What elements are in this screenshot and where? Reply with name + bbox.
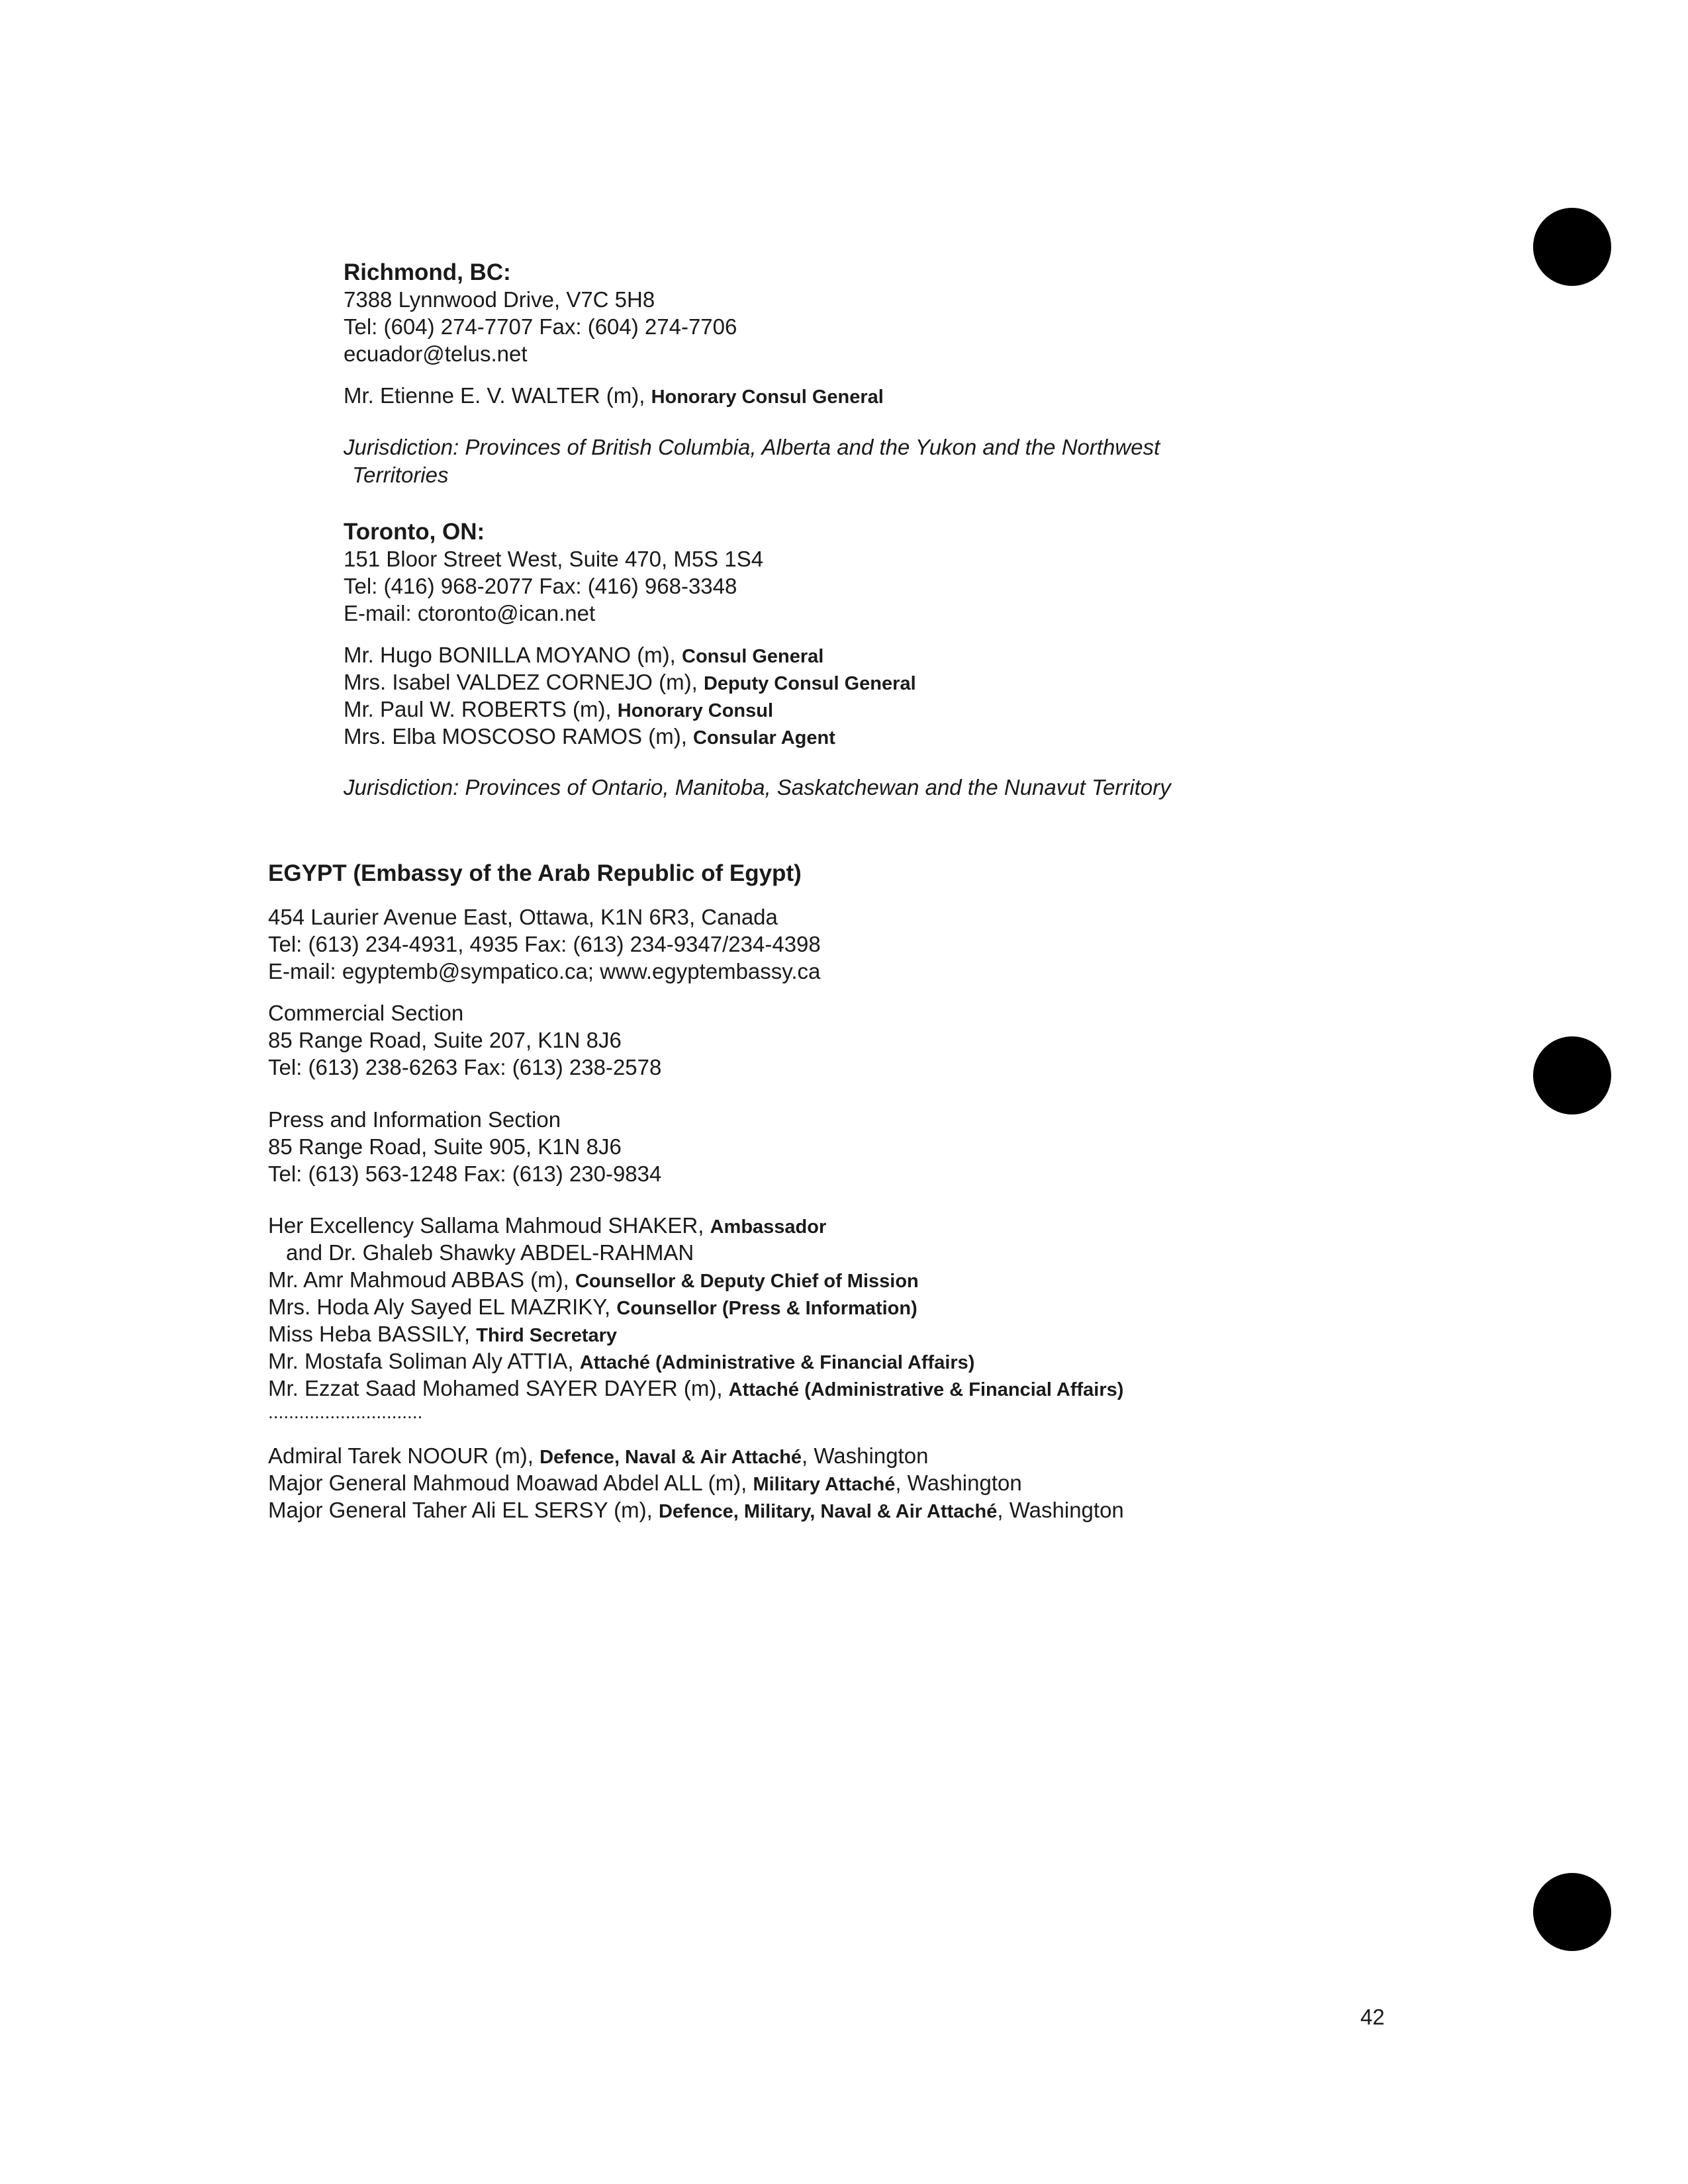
toronto-staff-row <box>344 723 835 751</box>
staff-role: Attaché (Administrative & Financial Affairs) <box>728 1379 1124 1400</box>
punch-hole-bottom <box>1533 1873 1611 1951</box>
egypt-staff-row <box>268 1267 919 1295</box>
staff-name: Mr. Hugo BONILLA MOYANO (m), <box>344 643 682 667</box>
egypt-address: 454 Laurier Avenue East, Ottawa, K1N 6R3, Canada <box>268 905 778 929</box>
staff-name: Her Excellency Sallama Mahmoud SHAKER, <box>268 1213 710 1238</box>
egypt-heading: EGYPT (Embassy of the Arab Republic of Egypt) <box>268 860 802 886</box>
staff-role: Attaché (Administrative & Financial Affairs) <box>579 1352 975 1373</box>
press-section-tel: Tel: (613) 563-1248 Fax: (613) 230-9834 <box>268 1161 662 1186</box>
punch-hole-middle <box>1533 1036 1611 1115</box>
toronto-staff-row <box>344 696 773 724</box>
military-attache-row <box>268 1497 1124 1525</box>
attache-name: Admiral Tarek NOOUR (m), <box>268 1443 540 1468</box>
egypt-staff-row <box>268 1348 974 1376</box>
staff-role: Consul General <box>682 646 824 667</box>
attache-name: Major General Taher Ali EL SERSY (m), <box>268 1498 659 1522</box>
staff-role: Third Secretary <box>476 1325 618 1346</box>
staff-name: Mrs. Isabel VALDEZ CORNEJO (m), <box>344 670 704 694</box>
attache-role: Defence, Military, Naval & Air Attaché <box>658 1501 998 1522</box>
military-attache-row <box>268 1470 1022 1498</box>
staff-name: Mr. Mostafa Soliman Aly ATTIA, <box>268 1349 580 1373</box>
richmond-email: ecuador@telus.net <box>344 341 528 366</box>
toronto-jurisdiction: Jurisdiction: Provinces of Ontario, Manitoba, Saskatchewan and the Nunavut Territory <box>344 775 1171 799</box>
commercial-section-address: 85 Range Road, Suite 207, K1N 8J6 <box>268 1028 622 1052</box>
egypt-staff-row <box>268 1321 617 1349</box>
staff-name: Mr. Paul W. ROBERTS (m), <box>344 697 618 721</box>
commercial-section-title: Commercial Section <box>268 1001 464 1025</box>
staff-name: Miss Heba BASSILY, <box>268 1322 477 1346</box>
attache-name: Major General Mahmoud Moawad Abdel ALL (m), <box>268 1471 753 1495</box>
egypt-email: E-mail: egyptemb@sympatico.ca; www.egyptembassy.ca <box>268 959 821 983</box>
egypt-staff-row <box>268 1294 917 1322</box>
military-attache-row <box>268 1443 928 1471</box>
staff-name: Mrs. Hoda Aly Sayed EL MAZRIKY, <box>268 1295 617 1319</box>
toronto-staff-row <box>344 642 823 670</box>
punch-hole-top <box>1533 208 1611 286</box>
egypt-staff-row <box>268 1212 826 1240</box>
staff-role: Consular Agent <box>693 727 835 749</box>
attache-city: , Washington <box>997 1498 1124 1522</box>
richmond-person <box>344 383 884 410</box>
staff-role: Deputy Consul General <box>703 673 916 694</box>
commercial-section-tel: Tel: (613) 238-6263 Fax: (613) 238-2578 <box>268 1055 662 1079</box>
richmond-jurisdiction-line1: Jurisdiction: Provinces of British Columbia, Alberta and the Yukon and the Northwest <box>344 435 1160 459</box>
toronto-address: 151 Bloor Street West, Suite 470, M5S 1S4 <box>344 547 764 571</box>
person-name: Mr. Etienne E. V. WALTER (m), <box>344 383 651 408</box>
toronto-staff-row <box>344 669 916 697</box>
page-number: 42 <box>1360 2005 1385 2029</box>
press-section-title: Press and Information Section <box>268 1107 561 1132</box>
attache-role: Defence, Naval & Air Attaché <box>539 1447 802 1468</box>
egypt-tel: Tel: (613) 234-4931, 4935 Fax: (613) 234-9347/234-4398 <box>268 932 821 956</box>
dotted-separator: .............................. <box>268 1402 423 1422</box>
egypt-staff-row <box>286 1240 694 1266</box>
staff-role: Honorary Consul <box>617 700 774 721</box>
staff-role: Counsellor (Press & Information) <box>616 1298 917 1319</box>
toronto-tel: Tel: (416) 968-2077 Fax: (416) 968-3348 <box>344 574 737 598</box>
richmond-tel: Tel: (604) 274-7707 Fax: (604) 274-7706 <box>344 314 737 339</box>
staff-role: Counsellor & Deputy Chief of Mission <box>575 1271 919 1292</box>
staff-name: Mr. Amr Mahmoud ABBAS (m), <box>268 1267 575 1292</box>
attache-city: , Washington <box>802 1443 929 1468</box>
staff-name: Mr. Ezzat Saad Mohamed SAYER DAYER (m), <box>268 1376 729 1400</box>
staff-name: Mrs. Elba MOSCOSO RAMOS (m), <box>344 724 694 749</box>
richmond-jurisdiction-line2: Territories <box>352 463 449 487</box>
toronto-email: E-mail: ctoronto@ican.net <box>344 601 596 625</box>
toronto-heading: Toronto, ON: <box>344 519 485 545</box>
person-role: Honorary Consul General <box>651 387 884 408</box>
staff-name: and Dr. Ghaleb Shawky ABDEL-RAHMAN <box>286 1240 694 1265</box>
staff-role: Ambassador <box>710 1216 827 1238</box>
attache-city: , Washington <box>895 1471 1022 1495</box>
richmond-address: 7388 Lynnwood Drive, V7C 5H8 <box>344 287 655 312</box>
press-section-address: 85 Range Road, Suite 905, K1N 8J6 <box>268 1134 622 1159</box>
richmond-heading: Richmond, BC: <box>344 259 511 285</box>
attache-role: Military Attaché <box>753 1474 896 1495</box>
